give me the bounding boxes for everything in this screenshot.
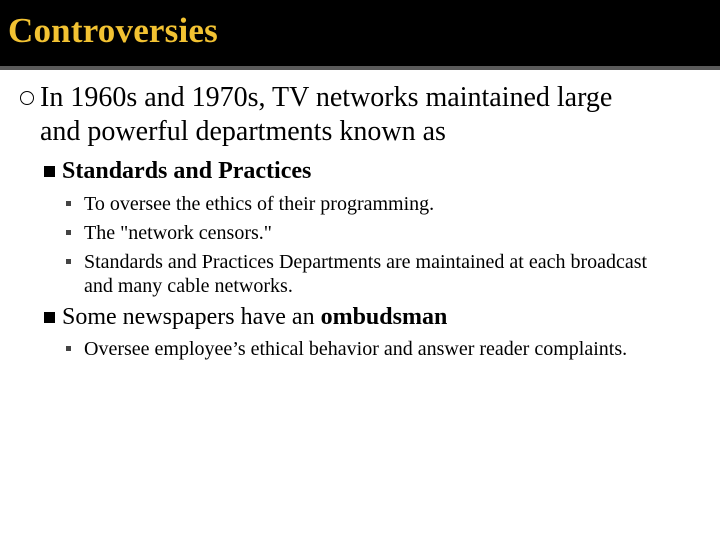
- small-square-bullet-icon: [66, 230, 71, 235]
- ombudsman-term: ombudsman: [320, 304, 448, 330]
- sub-point-ombudsman: [62, 303, 447, 331]
- slide-title: Controversies: [8, 11, 218, 50]
- title-bar: [0, 0, 720, 70]
- point-1-line-2: and powerful departments known as: [40, 116, 446, 147]
- point-1-line-1: In 1960s and 1970s, TV networks maintained large: [40, 82, 613, 113]
- sub-item-oversee: Oversee employee’s ethical behavior and answer reader complaints.: [84, 338, 628, 360]
- sub-item-departments-line-1: Standards and Practices Departments are maintained at each broadcast: [84, 251, 648, 273]
- sub-item-ethics: To oversee the ethics of their programming.: [84, 193, 435, 215]
- small-square-bullet-icon: [66, 259, 71, 264]
- sub-item-censors: The "network censors.": [84, 222, 272, 244]
- sub-item-departments-line-2: and many cable networks.: [84, 275, 293, 297]
- square-bullet-icon: [44, 166, 55, 177]
- sub-point-standards: Standards and Practices: [62, 158, 312, 184]
- square-bullet-icon: [44, 312, 55, 323]
- ombudsman-text: Some newspapers have an: [62, 304, 315, 330]
- small-square-bullet-icon: [66, 346, 71, 351]
- hollow-circle-bullet-icon: [20, 91, 34, 105]
- small-square-bullet-icon: [66, 201, 71, 206]
